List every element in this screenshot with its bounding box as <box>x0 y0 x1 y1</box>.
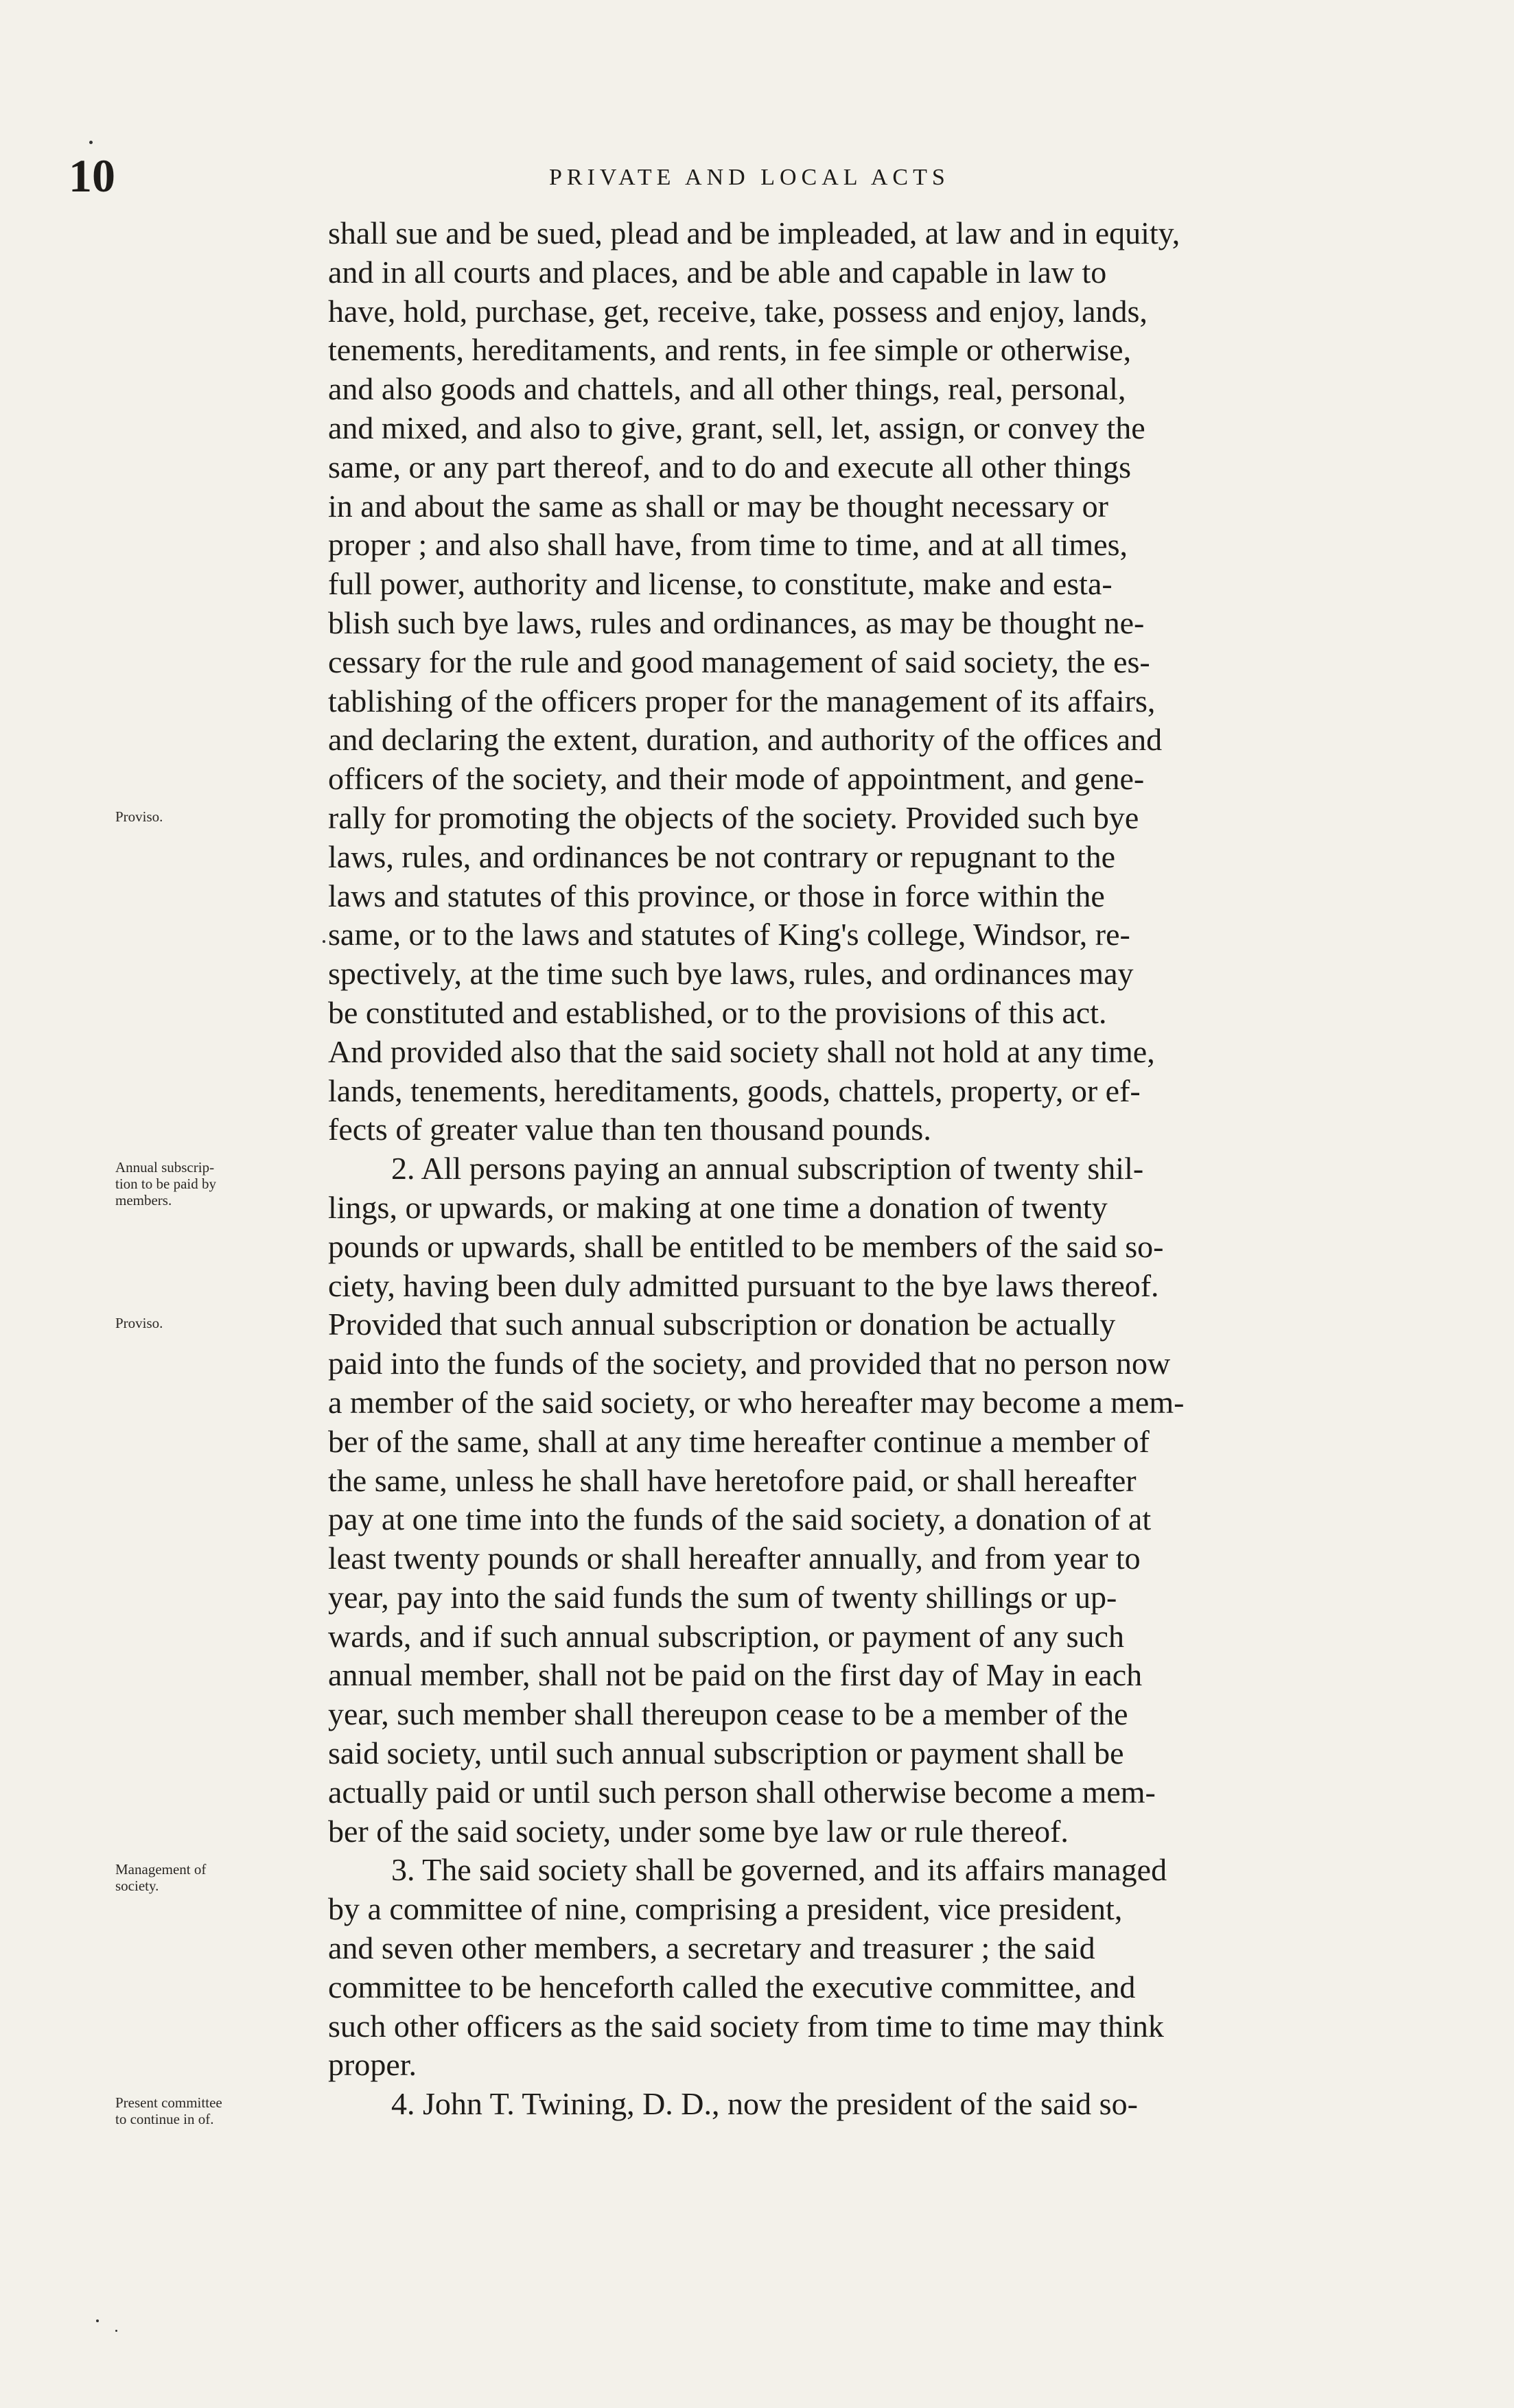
body-text-line: proper ; and also shall have, from time to time, and at all times, <box>328 527 1128 563</box>
margin-note-line: Proviso. <box>115 1315 163 1332</box>
margin-note-line: to continue in of. <box>115 2111 214 2128</box>
body-text-line: rally for promoting the objects of the society. Provided such bye <box>328 799 1139 835</box>
body-text-line: fects of greater value than ten thousand pounds. <box>328 1112 931 1147</box>
ink-speck <box>115 2330 117 2332</box>
body-text-line: by a committee of nine, comprising a president, vice president, <box>328 1891 1123 1927</box>
body-text-line: cessary for the rule and good management of said society, the es- <box>328 644 1150 679</box>
body-text <box>328 214 1323 2124</box>
margin-note-line: society. <box>115 1877 159 1894</box>
body-text-line: ciety, having been duly admitted pursuant to the bye laws thereof. <box>328 1267 1159 1303</box>
body-text-line: officers of the society, and their mode of appointment, and gene- <box>328 761 1145 797</box>
body-text-line: and declaring the extent, duration, and authority of the offices and <box>328 722 1163 758</box>
body-text-line: laws and statutes of this province, or those in force within the <box>328 878 1105 913</box>
margin-note-line: members. <box>115 1192 172 1209</box>
body-text-line: laws, rules, and ordinances be not contrary or repugnant to the <box>328 839 1116 874</box>
margin-note <box>115 1861 321 1894</box>
margin-note <box>115 1159 321 1208</box>
body-text-line: and mixed, and also to give, grant, sell, let, assign, or convey the <box>328 410 1145 445</box>
body-text-line: full power, authority and license, to constitute, make and esta- <box>328 566 1113 602</box>
body-text-line: and seven other members, a secretary and treasurer ; the said <box>328 1930 1095 1966</box>
body-text-line: ber of the said society, under some bye law or rule thereof. <box>328 1813 1069 1849</box>
page-number: 10 <box>69 150 115 202</box>
body-text-line: and also goods and chattels, and all other things, real, personal, <box>328 371 1126 407</box>
body-text-line: pay at one time into the funds of the said society, a donation of at <box>328 1501 1152 1537</box>
body-text-line: in and about the same as shall or may be thought necessary or <box>328 488 1108 524</box>
body-text-line: proper. <box>328 2047 417 2083</box>
ink-speck <box>323 940 325 943</box>
margin-note-line: Proviso. <box>115 808 163 825</box>
ink-speck <box>89 141 93 144</box>
body-text-line: such other officers as the said society from time to time may think <box>328 2008 1164 2044</box>
margin-note-line: Annual subscrip- <box>115 1159 215 1176</box>
body-text-line: committee to be henceforth called the executive committee, and <box>328 1969 1136 2004</box>
body-text-line: 4. John T. Twining, D. D., now the president of the said so- <box>328 2086 1138 2122</box>
body-text-line: year, such member shall thereupon cease to be a member of the <box>328 1696 1128 1732</box>
margin-note-line: Management of <box>115 1860 207 1878</box>
body-text-line: and in all courts and places, and be able and capable in law to <box>328 254 1107 290</box>
body-text-line: lings, or upwards, or making at one time a donation of twenty <box>328 1189 1108 1225</box>
body-text-line: tablishing of the officers proper for the management of its affairs, <box>328 683 1156 718</box>
body-text-line: wards, and if such annual subscription, or payment of any such <box>328 1618 1124 1654</box>
margin-note <box>115 1315 321 1331</box>
body-text-line: ber of the same, shall at any time hereafter continue a member of <box>328 1423 1150 1459</box>
body-text-line: tenements, hereditaments, and rents, in fee simple or otherwise, <box>328 332 1132 368</box>
body-text-line: be constituted and established, or to the provisions of this act. <box>328 994 1107 1030</box>
margin-note <box>115 2094 321 2127</box>
body-text-line: a member of the said society, or who hereafter may become a mem- <box>328 1384 1185 1420</box>
body-text-line: 3. The said society shall be governed, and its affairs managed <box>328 1852 1167 1888</box>
margin-note-line: Present committee <box>115 2094 222 2112</box>
body-text-line: have, hold, purchase, get, receive, take, possess and enjoy, lands, <box>328 293 1148 329</box>
body-text-line: spectively, at the time such bye laws, rules, and ordinances may <box>328 956 1134 992</box>
body-text-line: And provided also that the said society shall not hold at any time, <box>328 1033 1155 1069</box>
body-text-line: paid into the funds of the society, and provided that no person now <box>328 1346 1171 1381</box>
body-text-line: same, or to the laws and statutes of King's college, Windsor, re- <box>328 917 1130 952</box>
body-text-line: shall sue and be sued, plead and be impleaded, at law and in equity, <box>328 215 1180 250</box>
body-text-line: annual member, shall not be paid on the first day of May in each <box>328 1657 1143 1693</box>
body-text-line: said society, until such annual subscription or payment shall be <box>328 1735 1124 1771</box>
margin-note <box>115 808 321 825</box>
ink-speck <box>96 2319 99 2322</box>
body-text-line: the same, unless he shall have heretofore paid, or shall hereafter <box>328 1462 1137 1498</box>
body-text-line: 2. All persons paying an annual subscription of twenty shil- <box>328 1151 1144 1187</box>
body-text-line: year, pay into the said funds the sum of twenty shillings or up- <box>328 1579 1117 1615</box>
body-text-line: lands, tenements, hereditaments, goods, chattels, property, or ef- <box>328 1073 1141 1108</box>
body-text-line: blish such bye laws, rules and ordinances, as may be thought ne- <box>328 605 1145 640</box>
running-head: PRIVATE AND LOCAL ACTS <box>549 165 950 190</box>
body-text-line: least twenty pounds or shall hereafter annually, and from year to <box>328 1541 1141 1576</box>
body-text-line: same, or any part thereof, and to do and execute all other things <box>328 449 1132 484</box>
margin-note-line: tion to be paid by <box>115 1176 216 1193</box>
body-text-line: actually paid or until such person shall otherwise become a mem- <box>328 1774 1156 1810</box>
body-text-line: pounds or upwards, shall be entitled to be members of the said so- <box>328 1228 1164 1264</box>
body-text-line: Provided that such annual subscription or donation be actually <box>328 1307 1116 1342</box>
